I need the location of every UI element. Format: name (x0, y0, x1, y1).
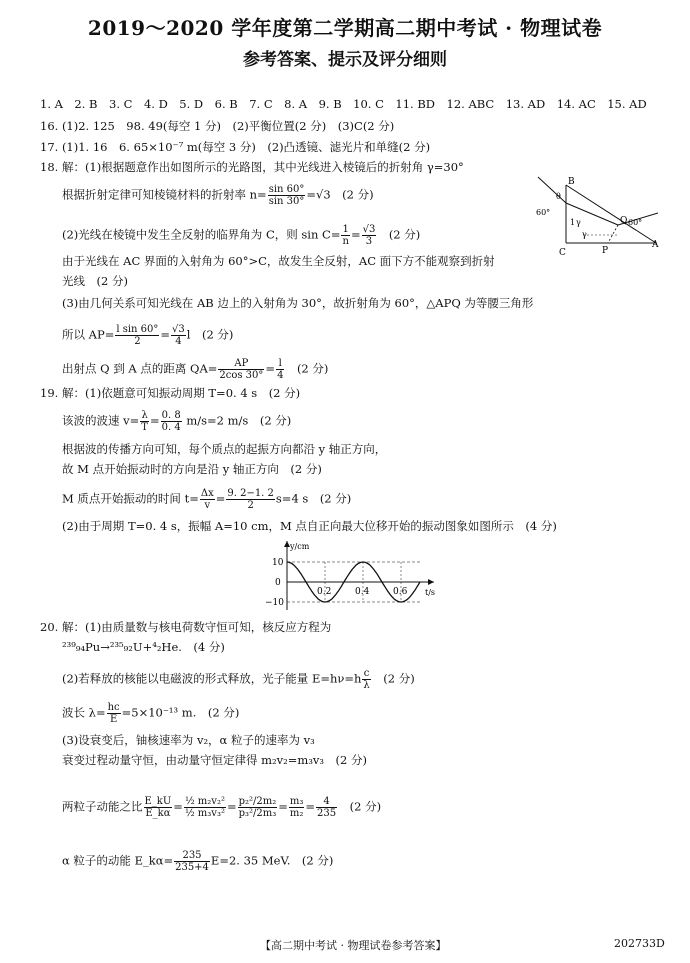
q19-line5: M 质点开始振动的时间 t= $\frac{\Delta x}{v}$ = $\frac{9. 2-1. 2}{2}$ s=4 s (2 分) (62, 488, 352, 511)
label-A: A (652, 240, 659, 250)
x-tick-label-2: 0.6 (393, 587, 408, 597)
q19-line2: 该波的波速 v= $\frac{\lambda}{T}$ = $\frac{0. 8}{0. 4}$ m/s=2 m/s (2 分) (62, 410, 292, 433)
prism-diagram (528, 175, 668, 260)
q19-line4: 故 M 点开始振动时的方向是沿 y 轴正方向 (2 分) (62, 462, 322, 476)
q20-line5: (3)设衰变后，铀核速率为 v₂，α 粒子的速率为 v₃ (62, 733, 315, 747)
choice-answers: 1. A 2. B 3. C 4. D 5. D 6. B 7. C 8. A 9. B 10. C 11. BD 12. ABC 13. AD 14. AC 15. AD (40, 97, 647, 111)
x-tick-label-0: 0.2 (317, 587, 332, 597)
footer-code: 202733D (614, 937, 665, 950)
label-B: B (568, 177, 575, 187)
footer-title: 【高二期中考试 · 物理试卷参考答案】 (260, 939, 447, 952)
q20-line7: 两粒子动能之比 $\frac{E\_kU}{E\_k\alpha}$ = $\frac{\text{½ m₂v₂²}}{\text{½ m₃v₃²}}$ = $\frac{\text{p₂²/2m₂}}{\text{p₃²/2m₃}}$ = $\frac{\text{m₃}}{\text{m₂}}$ = $\frac{4}{235}$ (2 分) (62, 796, 382, 819)
q19-line6: (2)由于周期 T=0. 4 s，振幅 A=10 cm，M 点自正向最大位移开始的振动图象如图所示 (4 分) (62, 519, 557, 533)
q19-line3: 根据波的传播方向可知，每个质点的起振方向都沿 y 轴正方向， (62, 442, 387, 456)
label-Q: Q (620, 216, 628, 226)
q20-line6: 衰变过程动量守恒，由动量守恒定律得 m₂v₂=m₃v₃ (2 分) (62, 753, 367, 767)
page-title: 2019～2020 学年度第二学期高二期中考试 · 物理试卷 (87, 16, 603, 40)
label-C: C (559, 248, 566, 258)
q18-line4: 由于光线在 AC 界面的入射角为 60°>C，故发生全反射，AC 面下方不能观察到折射 (62, 254, 495, 268)
q20-line3: (2)若释放的核能以电磁波的形式释放，光子能量 E=hν=h $\frac{c}{\lambda}$ (2 分) (62, 668, 415, 691)
fraction: $\frac{\sin 60^\circ}{\sin 30^\circ}$ (268, 184, 305, 207)
x-axis-label: t/s (425, 588, 436, 597)
y-tick-0: 0 (275, 578, 281, 588)
q20-line2: ²³⁹₉₄Pu→²³⁵₉₂U+⁴₂He. (4 分) (62, 640, 225, 654)
x-tick-label-1: 0.4 (355, 587, 370, 597)
oscillation-graph (262, 538, 442, 613)
gamma-label-2: γ (582, 230, 587, 239)
q16-answer: 16. (1)2. 125 98. 49(每空 1 分) (2)平衡位置(2 分) (3)C(2 分) (40, 119, 395, 133)
y-tick-10: 10 (272, 558, 284, 568)
page-subtitle: 参考答案、提示及评分细则 (243, 50, 447, 70)
theta-label: θ (556, 192, 561, 201)
y-tick-neg10: −10 (265, 598, 284, 608)
q18-line8: 出射点 Q 到 A 点的距离 QA= $\frac{AP}{2\cos 30^\circ}$ = $\frac{l}{4}$ (2 分) (62, 358, 329, 381)
q19-line1: 19. 解：(1)依题意可知振动周期 T=0. 4 s (2 分) (40, 386, 301, 400)
label-P: P (602, 246, 609, 256)
x-axis-arrow (428, 579, 434, 585)
q20-line1: 20. 解：(1)由质量数与核电荷数守恒可知，核反应方程为 (40, 620, 332, 634)
q18-line1: 18. 解：(1)根据题意作出如图所示的光路图，其中光线进入棱镜后的折射角 γ=30° (40, 160, 464, 174)
q18-line3: (2)光线在棱镜中发生全反射的临界角为 C，则 sin C= $\frac{1}{n}$ = $\frac{√3}{3}$ (2 分) (62, 224, 421, 247)
q18-line7: 所以 AP= $\frac{\text{l sin 60°}}{2}$ = $\frac{√3}{4}$ l (2 分) (62, 324, 234, 347)
angle-60-left: 60° (536, 208, 551, 217)
q17-answer: 17. (1)1. 16 6. 65×10⁻⁷ m(每空 3 分) (2)凸透镜、滤光片和单缝(2 分) (40, 140, 431, 154)
q20-line8: α 粒子的动能 E_kα= $\frac{235}{235+4}$ E=2. 35 MeV. (2 分) (62, 850, 334, 873)
angle-60-right: 60° (628, 218, 643, 227)
q18-line2: 根据折射定律可知棱镜材料的折射率 n= $\frac{\sin 60^\circ}{\sin 30^\circ}$ =√3 (2 分) (62, 184, 374, 207)
y-axis-label: y/cm (290, 542, 310, 551)
q18-line5: 光线 (2 分) (62, 274, 128, 288)
label-one: 1 (570, 218, 576, 227)
q18-line6: (3)由几何关系可知光线在 AB 边上的入射角为 30°，故折射角为 60°，△APQ 为等腰三角形 (62, 296, 534, 310)
q20-line4: 波长 λ= $\frac{hc}{E}$ =5×10⁻¹³ m. (2 分) (62, 702, 240, 725)
gamma-label-1: γ (576, 218, 581, 227)
